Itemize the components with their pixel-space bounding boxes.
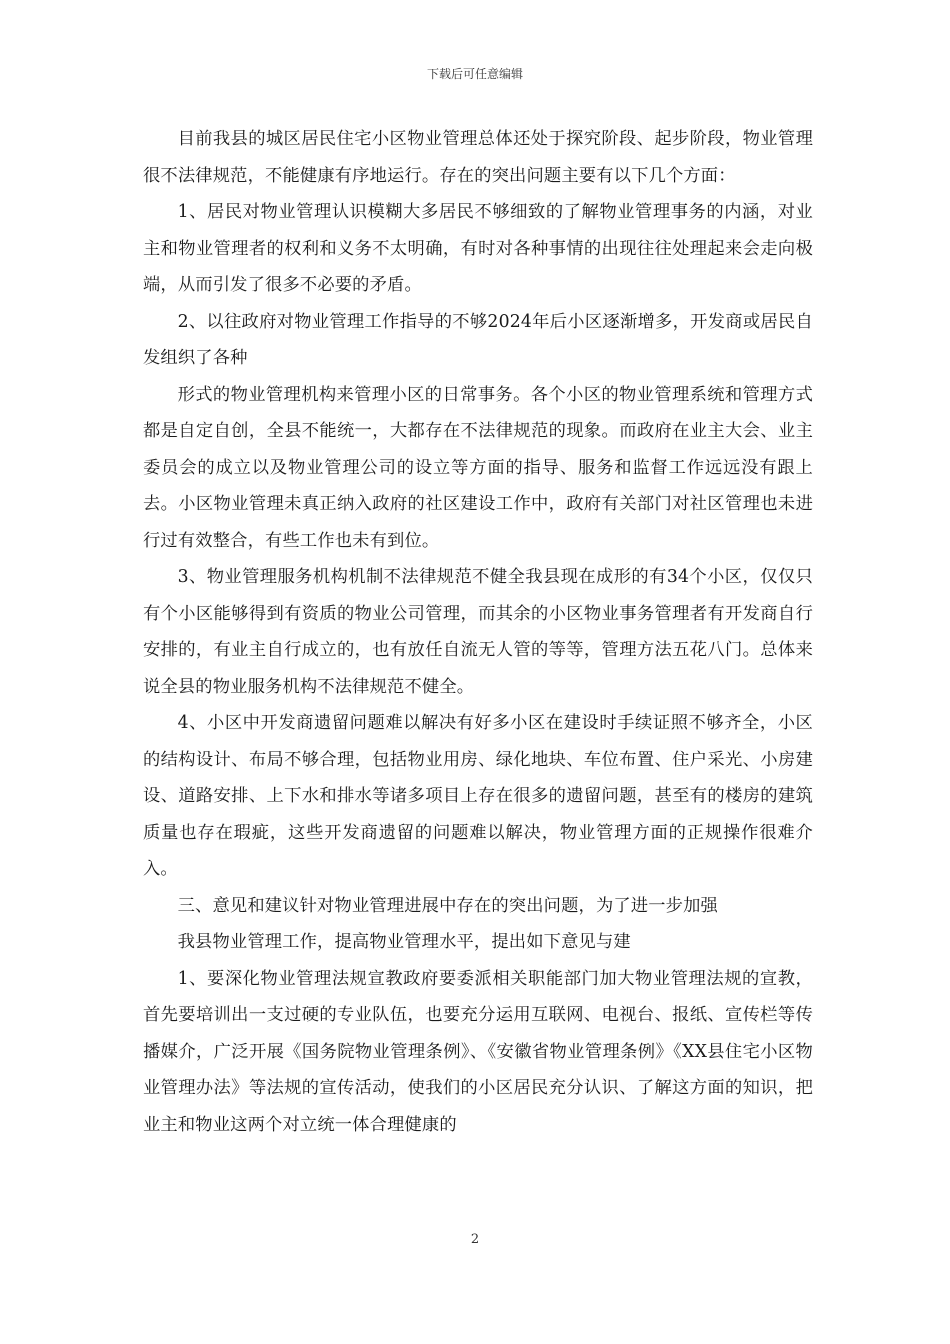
paragraph-item-3: 3、物业管理服务机构机制不法律规范不健全我县现在成形的有34个小区，仅仅只有个小区能够得到有资质的物业公司管理，而其余的小区物业事务管理者有开发商自行安排的，有业主自行成立的，也有放任自流无人管的等等，管理方法五花八门。总体来说全县的物业服务机构不法律规范不健全。 xyxy=(143,567,813,697)
paragraph-suggestion-1: 1、要深化物业管理法规宣教政府要委派相关职能部门加大物业管理法规的宣教，首先要培训出一支过硬的专业队伍，也要充分运用互联网、电视台、报纸、宣传栏等传播媒介，广泛开展《国务院物业管理条例》、《安徽省物业管理条例》《XX县住宅小区物业管理办法》等法规的宣传活动，使我们的小区居民充分认识、了解这方面的知识，把业主和物业这两个对立统一体合理健康的 xyxy=(143,968,813,1135)
page-header-note: 下载后可任意编辑 xyxy=(426,67,523,81)
paragraph-item-4: 4、小区中开发商遗留问题难以解决有好多小区在建设时手续证照不够齐全，小区的结构设计、布局不够合理，包括物业用房、绿化地块、车位布置、住户采光、小房建设、道路安排、上下水和排水等诸多项目上存在很多的遗留问题，甚至有的楼房的建筑质量也存在瑕疵，这些开发商遗留的问题难以解决，物业管理方面的正规操作很难介入。 xyxy=(143,713,813,879)
paragraph-item-2: 2、以往政府对物业管理工作指导的不够2024年后小区逐渐增多，开发商或居民自发组织了各种 xyxy=(143,311,813,368)
paragraph-section-three-heading: 三、意见和建议针对物业管理进展中存在的突出问题，为了进一步加强 xyxy=(177,895,718,916)
paragraph-item-2-continued: 形式的物业管理机构来管理小区的日常事务。各个小区的物业管理系统和管理方式都是自定自创，全县不能统一，大都存在不法律规范的现象。而政府在业主大会、业主委员会的成立以及物业管理公司的设立等方面的指导、服务和监督工作远远没有跟上去。小区物业管理未真正纳入政府的社区建设工作中，政府有关部门对社区管理也未进行过有效整合，有些工作也未有到位。 xyxy=(143,384,813,551)
document-body xyxy=(143,121,813,1143)
paragraph-section-three-continued: 我县物业管理工作，提高物业管理水平，提出如下意见与建 xyxy=(177,932,631,952)
page-number: 2 xyxy=(470,1232,480,1247)
paragraph-intro: 目前我县的城区居民住宅小区物业管理总体还处于探究阶段、起步阶段，物业管理很不法律规范，不能健康有序地运行。存在的突出问题主要有以下几个方面： xyxy=(143,129,813,186)
paragraph-item-1: 1、居民对物业管理认识模糊大多居民不够细致的了解物业管理事务的内涵，对业主和物业管理者的权利和义务不太明确，有时对各种事情的出现往往处理起来会走向极端，从而引发了很多不必要的矛盾。 xyxy=(143,202,813,295)
